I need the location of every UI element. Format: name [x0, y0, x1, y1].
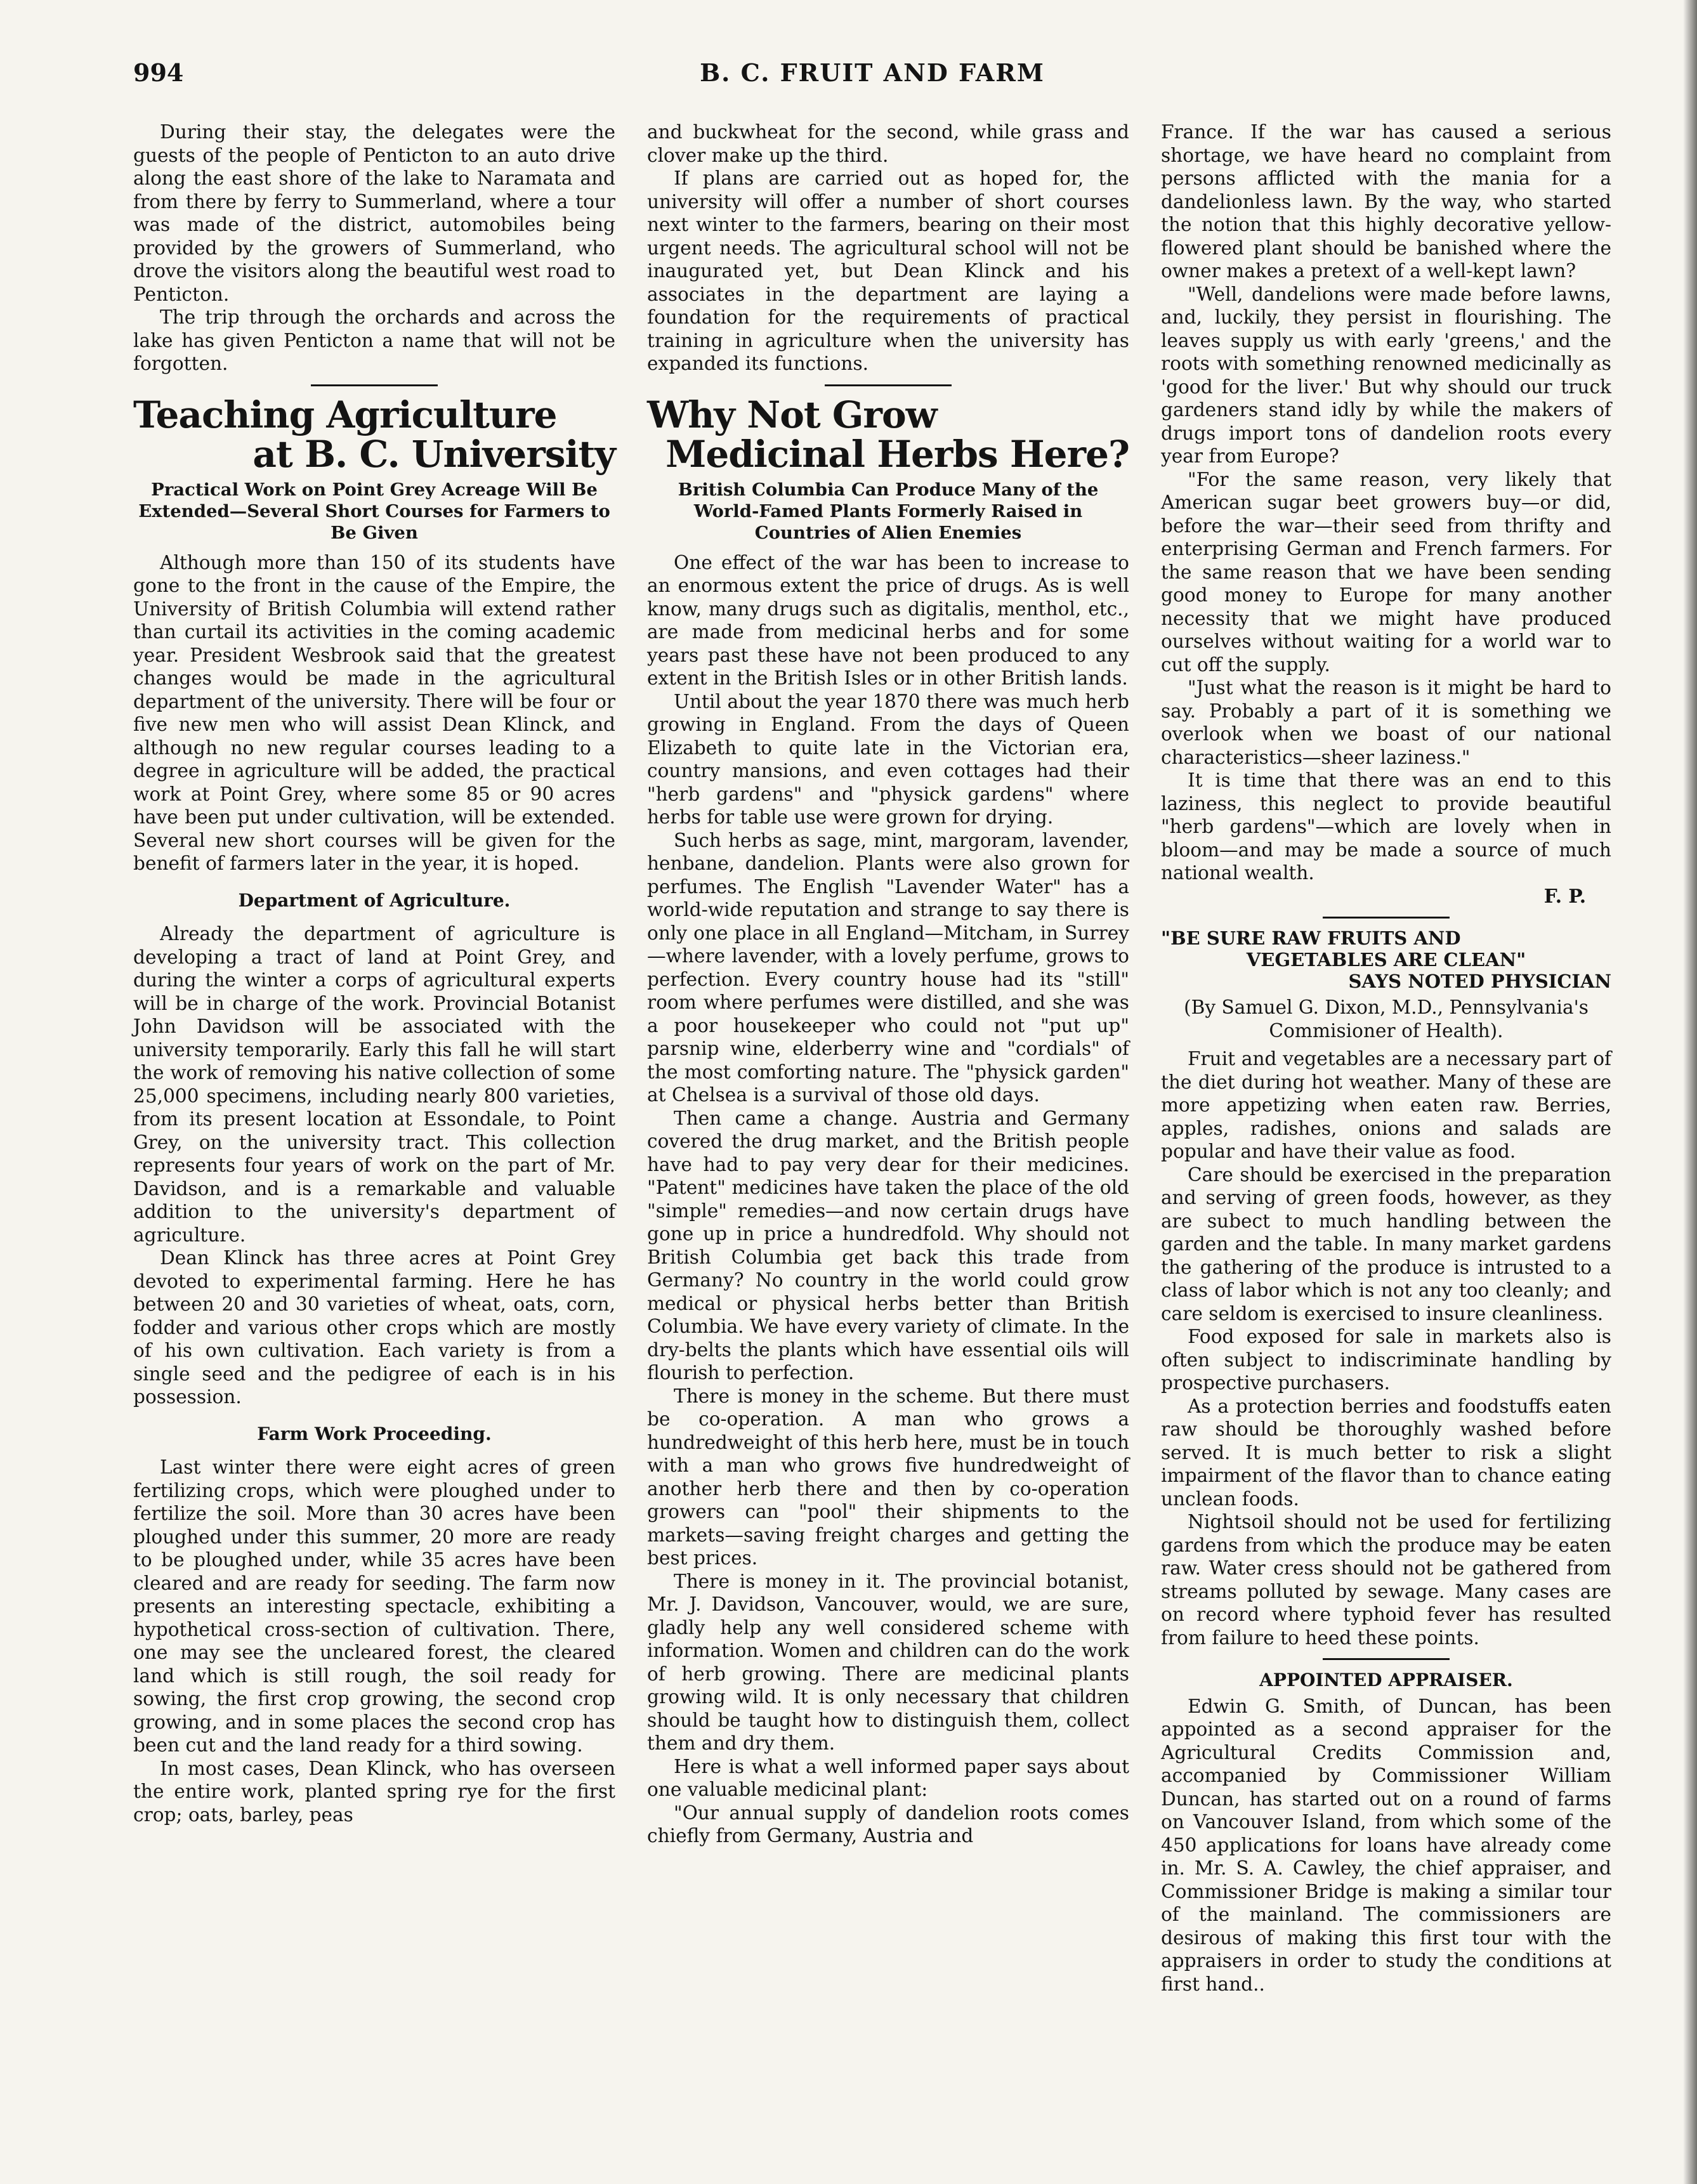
paragraph: Nightsoil should not be used for fertilizing gardens from which the produce may be eaten raw. Water cress should not be gathered from streams polluted by sewage. Many cases are on record where typhoid fever has resulted from failure to heed these points.: [1161, 1511, 1611, 1649]
headline-line: SAYS NOTED PHYSICIAN: [1348, 971, 1611, 992]
paragraph: Here is what a well informed paper says about one valuable medicinal plant:: [647, 1755, 1129, 1800]
headline-line: VEGETABLES ARE CLEAN": [1246, 949, 1526, 971]
paragraph: Care should be exercised in the preparation and serving of green foods, however, as they are subect to much handling between the garden and the table. In many market gardens the gathering of the produce is intrusted to a class of labor which is not any too cleanly; and care seldom is exercised to insure cleanliness.: [1161, 1163, 1611, 1324]
subheading: Farm Work Proceeding.: [257, 1423, 492, 1444]
paragraph: It is time that there was an end to this laziness, this neglect to provide beautiful "herb gardens"—which are lovely when in bloom—and may be made a source of much national wealth.: [1161, 769, 1611, 884]
paragraph: In most cases, Dean Klinck, who has overseen the entire work, planted spring rye for the first crop; oats, barley, peas: [133, 1757, 615, 1826]
article-deck: Practical Work on Point Grey Acreage Will Be Extended—Several Short Courses for Farmers to Be Given: [138, 479, 610, 543]
page-edge-shadow: [1683, 0, 1697, 2184]
divider: [825, 384, 952, 386]
paragraph: Edwin G. Smith, of Duncan, has been appointed as a second appraiser for the Agricultural Credits Commission and, accompanied by Commissioner William Duncan, has started out on a round of farms on Vancouver Island, from which some of the 450 applications for loans have already come in. Mr. S. A. Cawley, the chief appraiser, and Commissioner Bridge is making a similar tour of the mainland. The commissioners are desirous of making this first tour with the appraisers in order to study the conditions at first hand..: [1161, 1695, 1611, 1995]
paragraph: "Well, dandelions were made before lawns, and, luckily, they persist in flourishing. The leaves supply us with early 'greens,' and the roots with something renowned medicinally as 'good for the liver.' But why should our truck gardeners stand idly by while the makers of drugs import tons of dandelion roots every year from Europe?: [1161, 283, 1611, 467]
paragraph: During their stay, the delegates were the guests of the people of Penticton to an auto drive along the east shore of the lake to Naramata and from there by ferry to Summerland, where a tour was made of the district, automobiles being provided by the growers of Summerland, who drove the visitors along the beautiful west road to Penticton.: [133, 121, 615, 305]
paragraph: Already the department of agriculture is developing a tract of land at Point Grey, and during the winter a corps of agricultural experts will be in charge of the work. Provincial Botanist John Davidson will be associated with the university temporarily. Early this fall he will start the work of removing his native collection of some 25,000 specimens, including nearly 800 varieties, from its present location at Essondale, to Point Grey, on the university tract. This collection represents four years of work on the part of Mr. Davidson, and is a remarkable and valuable addition to the university's department of agriculture.: [133, 923, 615, 1246]
byline: (By Samuel G. Dixon, M.D., Pennsylvania's Commisioner of Health).: [1184, 997, 1589, 1042]
column-3: [1161, 121, 1611, 1996]
paragraph: One effect of the war has been to increase to an enormous extent the price of drugs. As is well know, many drugs such as digitalis, menthol, etc., are made from medicinal herbs and for some years past these have not been produced to any extent in the British Isles or in other British lands.: [647, 551, 1129, 689]
paragraph: Dean Klinck has three acres at Point Grey devoted to experimental farming. Here he has between 20 and 30 varieties of wheat, oats, corn, fodder and various other crops which are mostly of his own cultivation. Each variety is from a single seed and the pedigree of each is in his possession.: [133, 1247, 615, 1408]
paragraph: There is money in it. The provincial botanist, Mr. J. Davidson, Vancouver, would, we are sure, gladly help any well considered scheme with information. Women and children can do the work of herb growing. There are medicinal plants growing wild. It is only necessary that children should be taught how to distinguish them, collect them and dry them.: [647, 1570, 1129, 1754]
headline-line: Why Not Grow: [647, 393, 937, 436]
paragraph: Fruit and vegetables are a necessary part of the diet during hot weather. Many of these are more appetizing when eaten raw. Berries, apples, radishes, onions and salads are popular and have their value as food.: [1161, 1048, 1611, 1162]
headline-line: Medicinal Herbs Here?: [665, 432, 1129, 476]
paragraph: Then came a change. Austria and Germany covered the drug market, and the British people have had to pay very dear for their medicines. "Patent" medicines have taken the place of the old "simple" remedies—and now certain drugs have gone up in price a hundredfold. Why should not British Columbia get back this trade from Germany? No country in the world could grow medical or physical herbs better than British Columbia. We have every variety of climate. In the dry-belts the plants which have essential oils will flourish to perfection.: [647, 1107, 1129, 1383]
headline-line: at B. C. University: [252, 432, 615, 476]
headline-teaching-agriculture: [133, 395, 615, 474]
headline-appointed-appraiser: APPOINTED APPRAISER.: [1259, 1670, 1513, 1690]
divider: [311, 384, 438, 386]
paragraph: There is money in the scheme. But there must be co-operation. A man who grows a hundredweight of this herb here, must be in touch with a man who grows five hundredweight of another herb there and then by co-operation growers can "pool" their shipments to the markets—saving freight charges and getting the best prices.: [647, 1385, 1129, 1569]
subheading: Department of Agriculture.: [238, 889, 511, 911]
divider: [1323, 1658, 1450, 1660]
paragraph: "For the same reason, very likely that American sugar beet growers buy—or did, before the war—their seed from thrifty and enterprising German and French farmers. For the same reason that we have been sending good money to Europe for many another necessity that we might have produced ourselves without waiting for a world war to cut off the supply.: [1161, 468, 1611, 676]
paragraph: As a protection berries and foodstuffs eaten raw should be thoroughly washed before served. It is much better to risk a slight impairment of the flavor than to chance eating unclean foods.: [1161, 1395, 1611, 1510]
paragraph: If plans are carried out as hoped for, the university will offer a number of short courses next winter to the farmers, bearing on their most urgent needs. The agricultural school will not be inaugurated yet, but Dean Klinck and his associates in the department are laying a foundation for the requirements of practical training in agriculture when the university has expanded its functions.: [647, 167, 1129, 374]
page-header: [133, 58, 1611, 103]
divider: [1323, 917, 1450, 919]
paragraph: Although more than 150 of its students have gone to the front in the cause of the Empire, the University of British Columbia will extend rather than curtail its activities in the coming academic year. President Wesbrook said that the greatest changes would be made in the agricultural department of the university. There will be four or five new men who will assist Dean Klinck, and although no new regular courses leading to a degree in agriculture will be added, the practical work at Point Grey, where some 85 or 90 acres have been put under cultivation, will be extended. Several new short courses will be given for the benefit of farmers later in the year, it is hoped.: [133, 551, 615, 874]
headline-medicinal-herbs: [647, 395, 1129, 474]
journal-title: B. C. FRUIT AND FARM: [700, 58, 1045, 87]
paragraph: and buckwheat for the second, while grass and clover make up the third.: [647, 121, 1129, 166]
column-1: [133, 121, 615, 1826]
author-signature: F. P.: [1543, 884, 1586, 907]
headline-line: "BE SURE RAW FRUITS AND: [1161, 927, 1461, 949]
paragraph: France. If the war has caused a serious shortage, we have heard no complaint from persons afflicted with the mania for a dandelionless lawn. By the way, who started the notion that this highly decorative yellow-flowered plant should be banished where the owner makes a pretext of a well-kept lawn?: [1161, 121, 1611, 282]
paragraph: Such herbs as sage, mint, margoram, lavender, henbane, dandelion. Plants were also grown for perfumes. The English "Lavender Water" has a world-wide reputation and strange to say there is only one place in all England—Mitcham, in Surrey —where lavender, with a lovely perfume, grows to perfection. Every country house had its "still" room where perfumes were distilled, and she was a poor housekeeper who could not "put up" parsnip wine, elderberry wine and "cordials" of the most comforting nature. The "physick garden" at Chelsea is a survival of those old days.: [647, 829, 1129, 1106]
column-2: [647, 121, 1129, 1848]
paragraph: "Just what the reason is it might be hard to say. Probably a part of it is something we overlook when we boast of our national characteristics—sheer laziness.": [1161, 677, 1611, 768]
paragraph: Until about the year 1870 there was much herb growing in England. From the days of Queen Elizabeth to quite late in the Victorian era, country mansions, and even cottages had their "herb gardens" and "physick gardens" where herbs for table use were grown for drying.: [647, 690, 1129, 828]
paragraph: Last winter there were eight acres of green fertilizing crops, which were ploughed under to fertilize the soil. More than 30 acres have been ploughed under this summer, 20 more are ready to be ploughed under, while 35 acres have been cleared and are ready for seeding. The farm now presents an interesting spectacle, exhibiting a hypothetical cross-section of cultivation. There, one may see the uncleared forest, the cleared land which is still rough, the soil ready for sowing, the first crop growing, the second crop growing, and in some places the second crop has been cut and the land ready for a third sowing.: [133, 1456, 615, 1756]
headline-line: Teaching Agriculture: [133, 393, 557, 436]
paragraph: Food exposed for sale in markets also is often subject to indiscriminate handling by prospective purchasers.: [1161, 1326, 1611, 1394]
page-number: 994: [133, 58, 184, 87]
headline-raw-fruits: [1161, 927, 1611, 992]
paragraph: "Our annual supply of dandelion roots comes chiefly from Germany, Austria and: [647, 1801, 1129, 1847]
paragraph: The trip through the orchards and across the lake has given Penticton a name that will not be forgotten.: [133, 306, 615, 374]
article-deck: British Columbia Can Produce Many of the World-Famed Plants Formerly Raised in Countries of Alien Enemies: [678, 479, 1099, 543]
